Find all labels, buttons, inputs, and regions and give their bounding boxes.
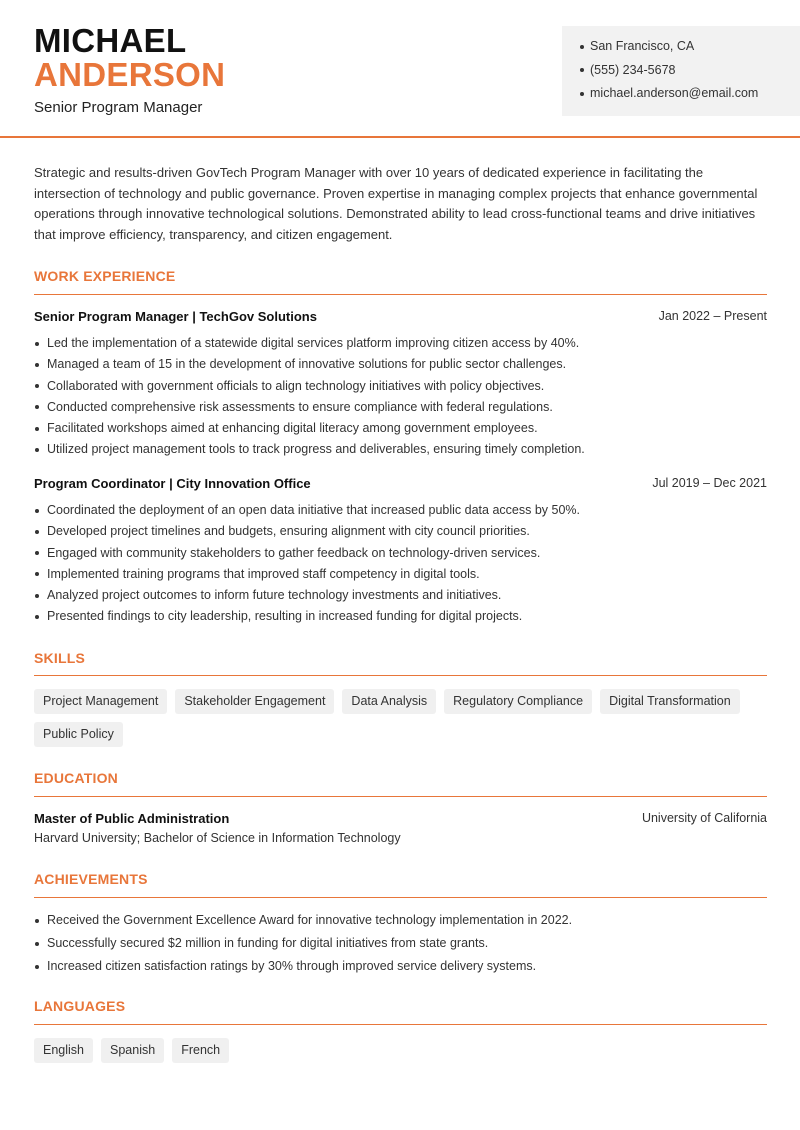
section-divider [34, 897, 767, 898]
list-item: Collaborated with government officials to align technology initiatives with policy objectives. [34, 378, 767, 399]
list-item: Presented findings to city leadership, resulting in increased funding for digital projects. [34, 608, 767, 629]
job-dates: Jan 2022 – Present [658, 309, 767, 323]
skill-tag: Digital Transformation [600, 689, 740, 714]
list-item: Led the implementation of a statewide digital services platform improving citizen access by 40%. [34, 335, 767, 356]
list-item: Utilized project management tools to track progress and deliverables, ensuring timely completion. [34, 441, 767, 462]
job-heading: Senior Program Manager | TechGov Solutions [34, 309, 317, 324]
job-bullets [34, 502, 767, 630]
contact-box [562, 26, 800, 116]
section-divider [34, 796, 767, 797]
contact-phone: (555) 234-5678 [580, 62, 800, 86]
achievement-bullets [34, 912, 767, 981]
contact-email[interactable]: michael.anderson@email.com [580, 85, 800, 109]
professional-summary: Strategic and results-driven GovTech Program Manager with over 10 years of dedicated experience in facilitating the intersection of technology and public governance. Proven expertise in managing complex projects that enhance governmental operations through innovative technological solutions. Demonstrated ability to lead cross-functional teams and drive initiatives that improve efficiency, transparency, and citizen engagement. [34, 165, 758, 243]
skill-tag: Regulatory Compliance [444, 689, 592, 714]
first-name: MICHAEL [34, 22, 187, 59]
list-item: Implemented training programs that improved staff competency in digital tools. [34, 566, 767, 587]
education-degree: Master of Public Administration [34, 811, 230, 826]
skills-tags [34, 689, 767, 747]
last-name: ANDERSON [34, 56, 226, 93]
job-dates: Jul 2019 – Dec 2021 [652, 476, 767, 490]
language-tag: Spanish [101, 1038, 164, 1063]
list-item: Developed project timelines and budgets, ensuring alignment with city council priorities. [34, 523, 767, 544]
section-title-achievements: ACHIEVEMENTS [34, 871, 148, 887]
section-divider [34, 1024, 767, 1025]
section-divider [34, 294, 767, 295]
language-tags [34, 1038, 767, 1063]
section-divider [34, 675, 767, 676]
education-detail: Harvard University; Bachelor of Science in Information Technology [34, 831, 401, 845]
language-tag: English [34, 1038, 93, 1063]
skill-tag: Stakeholder Engagement [175, 689, 334, 714]
section-title-languages: LANGUAGES [34, 998, 126, 1014]
language-tag: French [172, 1038, 229, 1063]
list-item: Successfully secured $2 million in funding for digital initiatives from state grants. [34, 935, 767, 958]
skill-tag: Data Analysis [342, 689, 436, 714]
list-item: Coordinated the deployment of an open data initiative that increased public data access by 50%. [34, 502, 767, 523]
section-title-work: WORK EXPERIENCE [34, 268, 176, 284]
skill-tag: Public Policy [34, 722, 123, 747]
education-institution: University of California [641, 811, 767, 825]
skill-tag: Project Management [34, 689, 167, 714]
job-title: Senior Program Manager [34, 99, 203, 116]
list-item: Increased citizen satisfaction ratings by 30% through improved service delivery systems. [34, 958, 767, 981]
contact-location: San Francisco, CA [580, 38, 800, 62]
section-title-skills: SKILLS [34, 650, 85, 666]
list-item: Analyzed project outcomes to inform future technology investments and initiatives. [34, 587, 767, 608]
job-heading: Program Coordinator | City Innovation Office [34, 476, 311, 491]
list-item: Received the Government Excellence Award for innovative technology implementation in 2022. [34, 912, 767, 935]
list-item: Facilitated workshops aimed at enhancing digital literacy among government employees. [34, 420, 767, 441]
list-item: Managed a team of 15 in the development of innovative solutions for public sector challenges. [34, 356, 767, 377]
job-entry-header [34, 476, 767, 494]
list-item: Conducted comprehensive risk assessments to ensure compliance with federal regulations. [34, 399, 767, 420]
job-entry-header [34, 309, 767, 327]
section-title-education: EDUCATION [34, 770, 118, 786]
list-item: Engaged with community stakeholders to gather feedback on technology-driven services. [34, 545, 767, 566]
job-bullets [34, 335, 767, 463]
resume-header [0, 0, 800, 138]
